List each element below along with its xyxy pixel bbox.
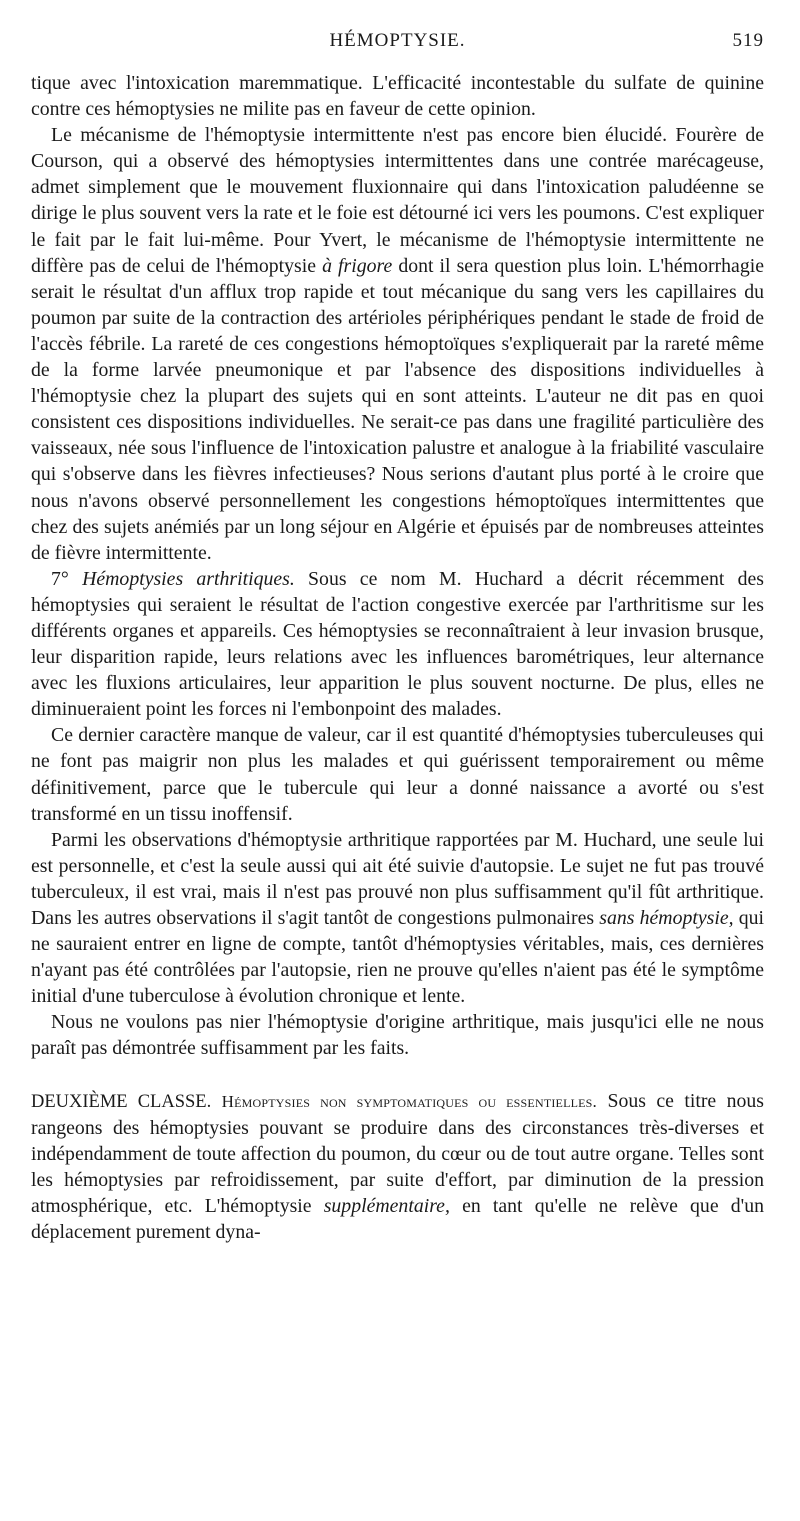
paragraph — [31, 722, 764, 826]
italic-heading: Hémoptysies arthritiques. — [82, 567, 295, 590]
italic-term: sans hémoptysie, — [599, 907, 734, 929]
section-heading: Hémoptysies non symptomatiques ou essentielles. — [221, 1091, 597, 1111]
running-header — [31, 30, 764, 70]
paragraph-text: dont il sera question plus loin. L'hémorrhagie serait le résultat d'un afflux trop rapide et tout mécanique du sang vers les capillaires du poumon par suite de la contraction des artérioles périphériques pendant le stade de froid de l'accès fébrile. La rareté de ces congestions hémoptoïques s'expliquerait par la rareté même de la forme larvée pneumonique et par l'absence des dispositions individuelles à l'hémoptysie chez la plupart des sujets qui en sont atteints. L'auteur ne dit pas en quoi consistent ces dispositions individuelles. Ne serait-ce pas dans une fragilité particulière des vaisseaux, née sous l'influence de l'intoxication palustre et analogue à la friabilité vasculaire qui s'observe dans les fièvres infectieuses? Nous serions d'autant plus porté à le croire que nous n'avons observé personnellement les congestions hémoptoïques intermittentes que chez des sujets anémiés par un long séjour en Algérie et épuisés par de nombreuses atteintes de fièvre intermittente. — [31, 254, 764, 564]
paragraph-text: qui ne sauraient entrer en ligne de compte, tantôt d'hémoptysies véritables, mais, ces dernières n'ayant pas été contrôlées par l'autopsie, rien ne prouve qu'elles n'aient pas été le symptôme initial d'une tuberculose à évolution chronique et lente. — [31, 907, 765, 1008]
paragraph — [31, 1088, 764, 1246]
page-number: 519 — [732, 30, 764, 51]
class-heading: DEUXIÈME CLASSE. — [31, 1091, 212, 1112]
paragraph — [31, 1009, 764, 1061]
paragraph-text: Sous ce nom M. Huchard a décrit récemment des hémoptysies qui seraient le résultat de l'action congestive exercée par l'arthritisme sur les différents organes et appareils. Ces hémoptysies se reconnaîtraient à leur invasion brusque, leur disparition rapide, leurs relations avec les influences barométriques, leur alternance avec les fluxions articulaires, leur apparition le plus souvent nocturne. De plus, elles ne diminueraient point les forces ni l'embonpoint des malades. — [31, 567, 764, 721]
paragraph-text: Le mécanisme de l'hémoptysie intermittente n'est pas encore bien élucidé. Fourère de Courson, qui a observé des hémoptysies intermittentes dans une contrée marécageuse, admet simplement que le mouvement fluxionnaire qui dans l'intoxication paludéenne se dirige le plus souvent vers la rate et le foie est détourné ici vers les poumons. C'est expliquer le fait par le fait lui-même. Pour Yvert, le mécanisme de l'hémoptysie intermittente ne diffère pas de celui de l'hémoptysie — [31, 124, 764, 277]
paragraph — [31, 122, 764, 566]
running-title: HÉMOPTYSIE. — [329, 30, 466, 51]
paragraph-text: tique avec l'intoxication maremmatique. L'efficacité incontestable du sulfate de quinine contre ces hémoptysies ne milite pas en faveur de cette opinion. — [31, 72, 764, 121]
paragraph-text: Ce dernier caractère manque de valeur, car il est quantité d'hémoptysies tuberculeuses qui ne font pas maigrir non plus les malades et qui guérissent temporairement ou même définitivement, parce que le tubercule qui leur a donné naissance a avorté ou s'est transformé en un tissu inoffensif. — [31, 724, 764, 825]
paragraph — [31, 827, 764, 1010]
paragraph-text: Parmi les observations d'hémoptysie arthritique rapportées par M. Huchard, une seule lui est personnelle, et c'est la seule aussi qui ait été suivie d'autopsie. Le sujet ne fut pas trouvé tuberculeux, il est vrai, mais il n'est pas prouvé non plus suffisamment qu'il fût arthritique. Dans les autres observations il s'agit tantôt de congestions pulmonaires — [31, 828, 764, 929]
paragraph — [31, 566, 764, 723]
paragraph-text: Nous ne voulons pas nier l'hémoptysie d'origine arthritique, mais jusqu'ici elle ne nous paraît pas démontrée suffisamment par les faits. — [31, 1011, 764, 1060]
book-page — [31, 30, 764, 1245]
paragraph-text: en tant qu'elle ne relève que d'un déplacement purement dyna- — [31, 1194, 764, 1244]
italic-term: à frigore — [322, 254, 393, 277]
body-text — [31, 70, 764, 1245]
section-number: 7° — [51, 567, 69, 590]
paragraph-text: Sous ce titre nous rangeons des hémoptysies pouvant se produire dans des circonstances très-diverses et indépendamment de toute affection du poumon, du cœur ou de tout autre organe. Telles sont les hémoptysies par refroidissement, par suite d'effort, par diminution de la pression atmosphérique, etc. L'hémoptysie — [31, 1089, 764, 1217]
paragraph — [31, 70, 764, 122]
italic-term: supplémentaire, — [323, 1194, 450, 1217]
